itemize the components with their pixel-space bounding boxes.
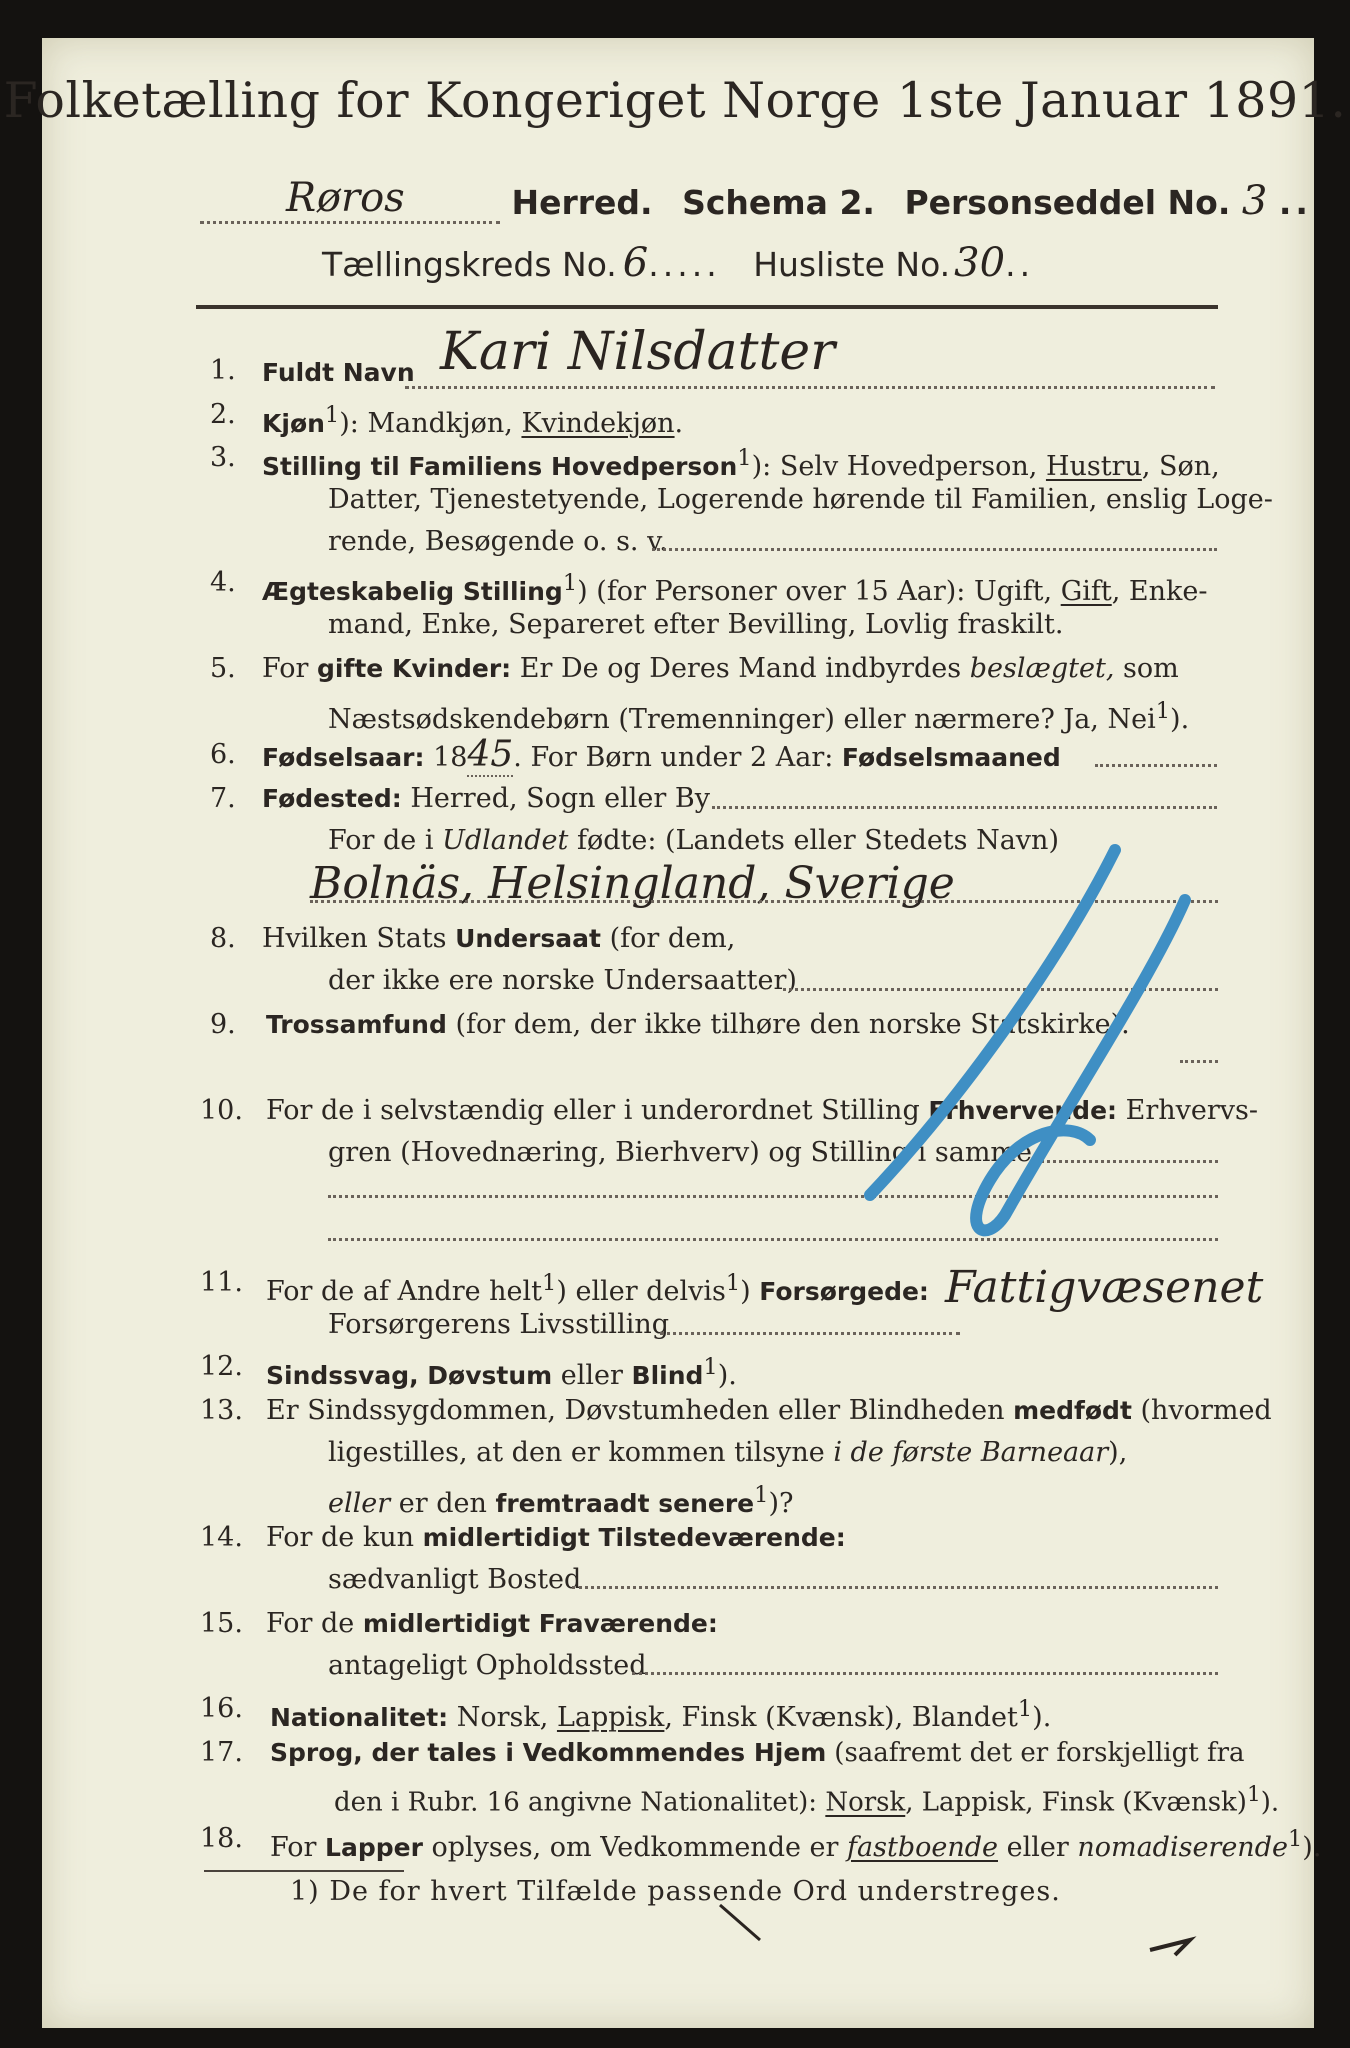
item-12-label-a: Sindssvag, Døvstum <box>266 1361 553 1390</box>
item-number-7: 7. <box>210 783 236 814</box>
answer-provider: Fattigvæsenet <box>945 1262 1264 1313</box>
item-5-line2-text: Næstsødskendebørn (Tremenninger) eller nærmere? Ja, Nei <box>328 704 1156 735</box>
item-2: Kjøn$^1$): Mandkjøn, Kvindekjøn. <box>262 402 684 439</box>
item-13-line2-a: ligestilles, at den er kommen tilsyne <box>328 1437 825 1468</box>
birth-year-prefix: 18 <box>433 742 468 773</box>
item-18-label: Lapper <box>325 1833 423 1862</box>
item-18-c: oplyses, om Vedkommende er <box>431 1832 839 1863</box>
blue-stroke-1 <box>870 850 1118 1195</box>
item-8-a: Hvilken Stats <box>262 923 447 954</box>
kreds-line: Tællingskreds No. 6..... Husliste No. 30.. <box>322 240 1035 286</box>
answer-birth-year: 45 <box>467 734 514 775</box>
close-paren: ). <box>1170 704 1190 735</box>
personseddel-label: Personseddel No. <box>904 183 1231 222</box>
item-11-b: eller delvis <box>575 1276 726 1307</box>
item-11-line2: Forsørgerens Livsstilling <box>328 1309 670 1340</box>
item-14-line2: sædvanligt Bosted <box>328 1564 582 1595</box>
item-13-a: Er Sindssygdommen, Døvstumheden eller Blindheden <box>266 1395 1005 1426</box>
item-4-text: (for Personer over 15 Aar): Ugift, <box>596 576 1053 607</box>
item-4-label: Ægteskabelig Stilling <box>262 577 563 606</box>
item-number-17: 17. <box>200 1737 243 1768</box>
blue-stroke-2 <box>976 900 1185 1230</box>
item-9-label: Trossamfund <box>266 1010 447 1039</box>
item-number-4: 4. <box>210 567 236 598</box>
item-8-label: Undersaat <box>455 924 601 953</box>
item-number-2: 2. <box>210 399 236 430</box>
footnote-ref: 1 <box>754 1482 769 1508</box>
herred-line: Røros Herred. Schema 2. Personseddel No. 3 .. <box>200 178 1312 224</box>
item-3-label: Stilling til Familiens Hovedperson <box>262 452 738 481</box>
item-10-a: For de i selvstændig eller i underordnet Stilling <box>266 1095 920 1126</box>
item-number-6: 6. <box>210 739 236 770</box>
kreds-label: Tællingskreds No. <box>322 245 617 284</box>
item-11-label: Forsørgede: <box>759 1277 929 1306</box>
item-number-18: 18. <box>200 1823 243 1854</box>
option-norsk: Norsk, <box>456 1702 549 1733</box>
close-paren: ). <box>1302 1832 1322 1863</box>
footnote-mark: 1) <box>290 1876 320 1907</box>
item-7-line2-b: fødte: (Landets eller Stedets Navn) <box>576 825 1059 856</box>
item-11: For de af Andre helt$^1$) eller delvis$^1$) Forsørgede: <box>266 1270 929 1307</box>
footnote-ref: 1 <box>562 570 578 596</box>
option-selv: Selv Hovedperson, <box>779 451 1038 482</box>
item-3-line3: rende, Besøgende o. s. v. <box>328 526 668 557</box>
option-lappisk-underlined: Lappisk <box>556 1702 665 1733</box>
item-number-11: 11. <box>200 1267 243 1298</box>
item-17-a: (saafremt det er forskjelligt fra <box>834 1738 1245 1768</box>
margin-mark-2 <box>1150 1940 1190 1955</box>
item-5-label: gifte Kvinder: <box>317 654 512 683</box>
item-15-label: midlertidigt Fraværende: <box>362 1609 718 1638</box>
item-number-14: 14. <box>200 1522 243 1553</box>
item-number-3: 3. <box>210 442 236 473</box>
option-norsk-underlined: Norsk <box>825 1787 906 1818</box>
footnote-ref: 1 <box>737 445 752 471</box>
item-5-italic: beslægtet, <box>969 653 1115 684</box>
item-number-13: 13. <box>200 1395 243 1426</box>
item-14-label: midlertidigt Tilstedeværende: <box>422 1523 846 1552</box>
item-number-10: 10. <box>200 1095 243 1126</box>
item-18-a: For <box>270 1832 317 1863</box>
item-10-line2: gren (Hovednæring, Bierhverv) og Stilling i samme <box>328 1137 1033 1168</box>
form-title: Folketælling for Kongeriget Norge 1ste Januar 1891. <box>3 72 1347 129</box>
footnote-ref: 1 <box>542 1270 557 1296</box>
item-1-label: Fuldt Navn <box>262 358 415 387</box>
item-12-label-b: Blind <box>631 1361 704 1390</box>
item-9-text: (for dem, der ikke tilhøre den norske Statskirke). <box>455 1009 1130 1040</box>
footnote-ref: 1 <box>725 1270 741 1296</box>
option-son: , Søn, <box>1141 451 1220 482</box>
item-13-line3-a: er den <box>398 1488 487 1519</box>
item-10-c: Erhvervs- <box>1125 1095 1259 1126</box>
close-question: )? <box>768 1488 794 1519</box>
item-4: Ægteskabelig Stilling$^1$) (for Personer over 15 Aar): Ugift, Gift, Enke- <box>262 570 1208 607</box>
footnote-text: De for hvert Tilfælde passende Ord understreges. <box>329 1876 1061 1907</box>
close-paren-comma: ), <box>1108 1437 1128 1468</box>
footnote-ref: 1 <box>1017 1696 1033 1722</box>
item-6-label2: Fødselsmaaned <box>841 743 1061 772</box>
item-7-text: Herred, Sogn eller By <box>410 783 710 814</box>
item-7-line2-a: For de i <box>328 825 434 856</box>
personseddel-value: 3 <box>1241 178 1268 224</box>
item-14-a: For de kun <box>266 1522 414 1553</box>
item-8-line2: der ikke ere norske Undersaatter) <box>328 965 797 996</box>
item-5-text: Er De og Deres Mand indbyrdes <box>519 653 962 684</box>
footnote-ref: 1 <box>1246 1782 1261 1807</box>
item-17-label: Sprog, der tales i Vedkommendes Hjem <box>270 1738 827 1767</box>
item-7-line2-italic: Udlandet <box>442 825 569 856</box>
item-6-mid: For Børn under 2 Aar: <box>530 742 834 773</box>
item-7-label: Fødested: <box>262 784 402 813</box>
footnote-ref: 1 <box>324 402 340 428</box>
item-8-c: (for dem, <box>609 923 736 954</box>
item-6: Fødselsaar: 1845. For Børn under 2 Aar: Fødselsmaaned <box>262 734 1061 775</box>
herred-label: Herred. <box>511 183 653 222</box>
item-13-label: medfødt <box>1013 1396 1132 1425</box>
option-nomadiserende: nomadiserende <box>1077 1832 1288 1863</box>
option-hustru-underlined: Hustru <box>1045 451 1142 482</box>
item-18-eller: eller <box>1006 1832 1069 1863</box>
item-15-line2: antageligt Opholdssted <box>328 1650 647 1681</box>
item-11-a: For de af Andre helt <box>266 1276 543 1307</box>
item-3-line2: Datter, Tjenestetyende, Logerende hørende til Familien, enslig Loge- <box>328 484 1273 515</box>
option-kvindekjon-underlined: Kvindekjøn <box>521 408 675 439</box>
item-10-label: Erhvervende: <box>928 1096 1118 1125</box>
husliste-value: 30 <box>954 240 1006 286</box>
item-3: Stilling til Familiens Hovedperson$^1$): Selv Hovedperson, Hustru, Søn, <box>262 445 1220 482</box>
item-16-label: Nationalitet: <box>270 1703 449 1732</box>
item-12-eller: eller <box>560 1360 623 1391</box>
schema-label: Schema 2. <box>682 183 875 222</box>
item-number-5: 5. <box>210 653 236 684</box>
item-13-line3-label: fremtraadt senere <box>495 1489 755 1518</box>
item-15-a: For de <box>266 1608 355 1639</box>
footnote-ref: 1 <box>703 1354 718 1380</box>
close-paren: ). <box>1260 1787 1280 1818</box>
herred-value: Røros <box>286 175 405 221</box>
item-4-line2: mand, Enke, Separeret efter Bevilling, Lovlig fraskilt. <box>328 609 1064 640</box>
item-number-1: 1. <box>210 355 236 386</box>
item-6-label: Fødselsaar: <box>262 743 425 772</box>
option-fastboende-underlined: fastboende <box>847 1832 998 1863</box>
item-number-16: 16. <box>200 1693 243 1724</box>
item-13-c: (hvormed <box>1140 1395 1272 1426</box>
item-5-for: For <box>262 653 309 684</box>
item-5-som: som <box>1123 653 1179 684</box>
item-13-line2-italic: i de første Barneaar <box>833 1437 1109 1468</box>
option-others: , Finsk (Kvænsk), Blandet <box>664 1702 1018 1733</box>
option-gift-underlined: Gift <box>1060 576 1112 607</box>
margin-mark <box>720 1905 760 1940</box>
footnote-ref: 1 <box>1155 698 1171 724</box>
husliste-label: Husliste No. <box>753 245 951 284</box>
item-number-15: 15. <box>200 1608 243 1639</box>
item-number-12: 12. <box>200 1351 243 1382</box>
item-number-8: 8. <box>210 923 236 954</box>
footnote-ref: 1 <box>1287 1826 1303 1852</box>
kreds-value: 6 <box>622 240 649 286</box>
option-enke: , Enke- <box>1111 576 1208 607</box>
close-paren: ). <box>1032 1702 1052 1733</box>
close-paren: ). <box>717 1360 737 1391</box>
item-17-line2-a: den i Rubr. 16 angivne Nationalitet): <box>334 1787 818 1818</box>
item-2-label: Kjøn <box>262 409 325 438</box>
item-13-line3-italic: eller <box>328 1488 391 1519</box>
item-17-line2-c: , Lappisk, Finsk (Kvænsk) <box>905 1787 1247 1818</box>
item-number-9: 9. <box>210 1009 236 1040</box>
option-mandkjon: Mandkjøn, <box>367 408 513 439</box>
answer-birthplace: Bolnäs, Helsingland, Sverige <box>310 858 955 909</box>
answer-name: Kari Nilsdatter <box>440 322 836 382</box>
